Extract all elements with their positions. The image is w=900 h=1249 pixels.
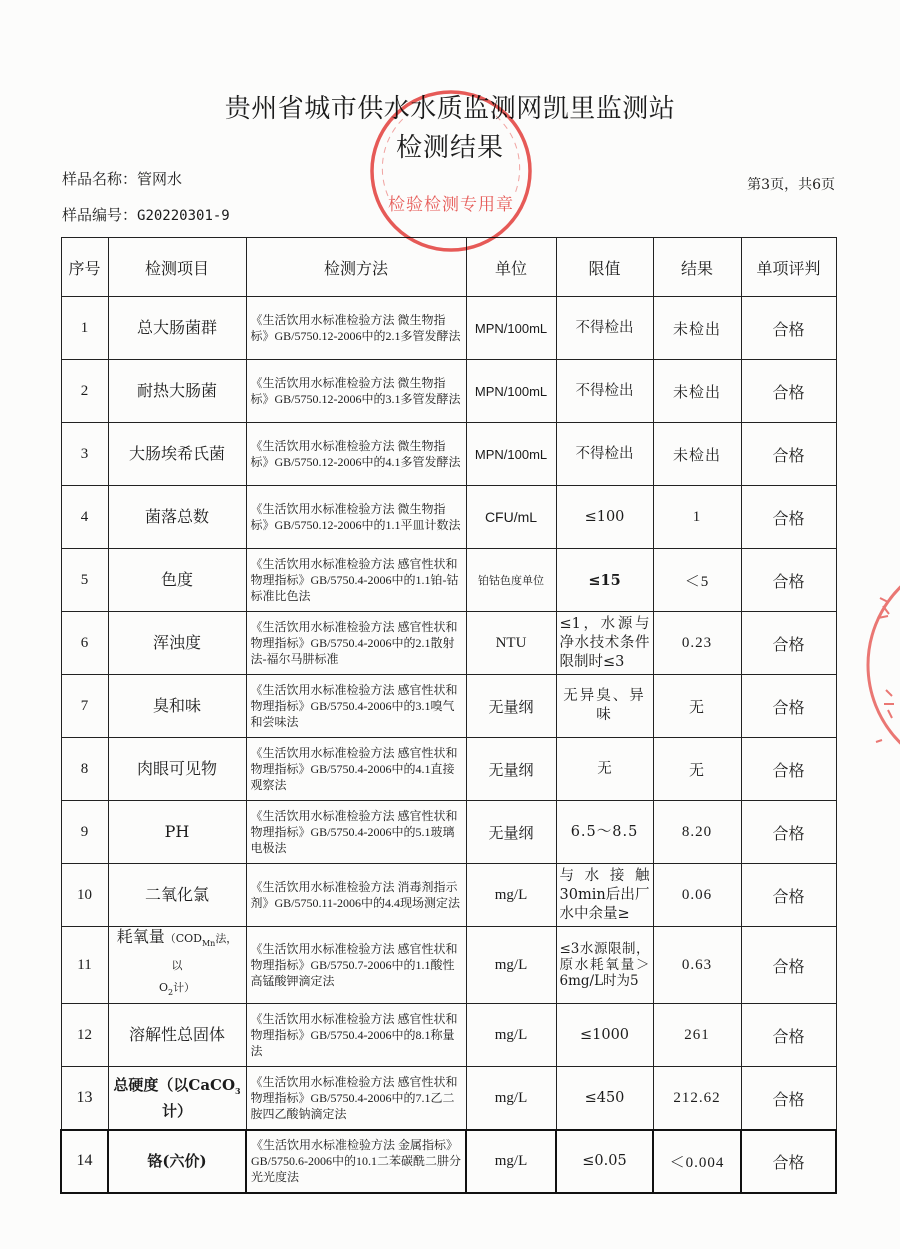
cell-method: 《生活饮用水标准检验方法 感官性状和物理指标》GB/5750.4-2006中的1.1铂-钴标准比色法 [246,549,466,612]
cell-item: 大肠埃希氏菌 [108,423,246,486]
cell-method: 《生活饮用水标准检验方法 消毒剂指示剂》GB/5750.11-2006中的4.4现场测定法 [246,864,466,927]
cell-method: 《生活饮用水标准检验方法 感官性状和物理指标》GB/5750.4-2006中的4.1直接观察法 [246,738,466,801]
cell-no: 3 [61,423,108,486]
cell-verdict: 合格 [741,1130,836,1193]
cell-method: 《生活饮用水标准检验方法 感官性状和物理指标》GB/5750.4-2006中的3.1嗅气和尝味法 [246,675,466,738]
sample-number-label: 样品编号： [62,206,138,224]
cell-result: 无 [653,738,741,801]
limit-text: ≤1，水源与净水技术条件限制时≤3 [559,615,650,670]
sample-name-label: 样品名称： [62,170,138,188]
col-header-result: 结果 [653,238,741,297]
item-name: 耗氧量 [116,927,165,946]
cell-result: 未检出 [653,360,741,423]
cell-method: 《生活饮用水标准检验方法 微生物指标》GB/5750.12-2006中的4.1多管发酵法 [246,423,466,486]
cell-unit: mg/L [466,927,556,1004]
table-row [61,738,836,801]
cell-item: 铬(六价) [108,1130,246,1193]
cell-method: 《生活饮用水标准检验方法 感官性状和物理指标》GB/5750.7-2006中的1.1酸性高锰酸钾滴定法 [246,927,466,1004]
cell-unit: mg/L [466,1067,556,1130]
cell-result: 未检出 [653,423,741,486]
item-subscript: 3 [235,1086,241,1097]
cell-limit: ≤1000 [556,1004,653,1067]
cell-method: 《生活饮用水标准检验方法 微生物指标》GB/5750.12-2006中的3.1多管发酵法 [246,360,466,423]
cell-result: 0.63 [653,927,741,1004]
col-header-method: 检测方法 [246,238,466,297]
cell-no: 12 [61,1004,108,1067]
cell-limit: 无异臭、异味 [556,675,653,738]
table-row [61,1067,836,1130]
item-subscript: Mn [201,939,216,949]
page-info: 第3页，共6页 [747,177,835,193]
report-title: 贵州省城市供水水质监测网凯里监测站 [224,94,676,124]
cell-result: 无 [653,675,741,738]
cell-method: 《生活饮用水标准检验方法 感官性状和物理指标》GB/5750.4-2006中的2.1散射法-福尔马肼标准 [246,612,466,675]
cell-method: 《生活饮用水标准检验方法 微生物指标》GB/5750.12-2006中的1.1平皿计数法 [246,486,466,549]
cell-verdict: 合格 [741,423,836,486]
cell-item: 溶解性总固体 [108,1004,246,1067]
cell-no: 6 [61,612,108,675]
cell-verdict: 合格 [741,801,836,864]
cell-unit: 无量纲 [466,801,556,864]
item-subscript: 2 [167,988,174,998]
cell-no: 14 [61,1130,108,1193]
limit-text: 与水接触30min后出厂水中余量≥ [559,867,650,922]
cell-no: 9 [61,801,108,864]
cell-method: 《生活饮用水标准检验方法 微生物指标》GB/5750.12-2006中的2.1多管发酵法 [246,297,466,360]
cell-unit: MPN/100mL [466,360,556,423]
cell-verdict: 合格 [741,549,836,612]
table-row [61,423,836,486]
cell-item [108,1067,246,1130]
cell-item: 臭和味 [108,675,246,738]
cell-unit: 无量纲 [466,675,556,738]
table-row [61,297,836,360]
report-subtitle: 检测结果 [395,133,504,163]
cell-unit: mg/L [466,1004,556,1067]
cell-no: 11 [61,927,108,1004]
col-header-unit: 单位 [466,238,556,297]
cell-method: 《生活饮用水标准检验方法 感官性状和物理指标》GB/5750.4-2006中的8.1称量法 [246,1004,466,1067]
cell-item: 耐热大肠菌 [108,360,246,423]
cell-unit: 铂钴色度单位 [466,549,556,612]
col-header-verdict: 单项评判 [741,238,836,297]
table-header-row [61,238,836,297]
cell-item: PH [108,801,246,864]
sample-name-value: 管网水 [137,170,183,188]
cell-item: 肉眼可见物 [108,738,246,801]
cell-no: 4 [61,486,108,549]
cell-result: 0.23 [653,612,741,675]
cell-result: 212.62 [653,1067,741,1130]
cell-item: 浑浊度 [108,612,246,675]
table-row [61,549,836,612]
cell-method: 《生活饮用水标准检验方法 感官性状和物理指标》GB/5750.4-2006中的7.1乙二胺四乙酸钠滴定法 [246,1067,466,1130]
cell-limit [556,927,653,1004]
cell-unit: 无量纲 [466,738,556,801]
col-header-no: 序号 [61,238,108,297]
cell-no: 8 [61,738,108,801]
cell-result: 8.20 [653,801,741,864]
cell-item: 二氧化氯 [108,864,246,927]
results-table [60,237,837,1194]
item-name-end: 计） [161,1102,192,1121]
item-note: （COD [164,932,202,945]
cell-limit: 无 [556,738,653,801]
sample-name [62,168,182,189]
cell-unit: MPN/100mL [466,297,556,360]
cell-verdict: 合格 [741,738,836,801]
cell-verdict: 合格 [741,864,836,927]
cell-item: 菌落总数 [108,486,246,549]
cell-verdict: 合格 [741,297,836,360]
cell-verdict: 合格 [741,675,836,738]
cell-result: ＜0.004 [653,1130,741,1193]
table-row [61,675,836,738]
cell-verdict: 合格 [741,1004,836,1067]
col-header-limit: 限值 [556,238,653,297]
cell-unit: NTU [466,612,556,675]
cell-no: 5 [61,549,108,612]
table-row [61,927,836,1004]
cell-limit: 不得检出 [556,423,653,486]
table-row [61,864,836,927]
cell-limit: ≤100 [556,486,653,549]
table-row [61,612,836,675]
cell-limit: ≤0.05 [556,1130,653,1193]
cell-result: 未检出 [653,297,741,360]
sample-number [62,204,230,225]
cell-limit: 不得检出 [556,360,653,423]
limit-text: ≤3水源限制，原水耗氧量＞6mg/L时为5 [559,941,650,990]
item-name: 总硬度（以CaCO [113,1076,236,1095]
cell-no: 2 [61,360,108,423]
cell-limit [556,864,653,927]
table-row [61,801,836,864]
table-row [61,1004,836,1067]
cell-unit: mg/L [466,864,556,927]
cell-result: 1 [653,486,741,549]
item-note: O [158,981,168,995]
item-note: 法，以 [171,932,238,973]
cell-no: 13 [61,1067,108,1130]
cell-limit: ≤450 [556,1067,653,1130]
cell-limit: 6.5～8.5 [556,801,653,864]
item-note: 计） [173,981,196,995]
cell-limit: ≤15 [556,549,653,612]
cell-result: ＜5 [653,549,741,612]
cell-verdict: 合格 [741,1067,836,1130]
cell-item: 色度 [108,549,246,612]
cell-unit: CFU/mL [466,486,556,549]
cell-result: 0.06 [653,864,741,927]
cell-verdict: 合格 [741,360,836,423]
cell-unit: mg/L [466,1130,556,1193]
col-header-item: 检测项目 [108,238,246,297]
seal-text: 检验检测专用章 [388,195,514,215]
table-row [61,360,836,423]
cell-verdict: 合格 [741,612,836,675]
table-row [61,486,836,549]
cell-no: 7 [61,675,108,738]
cell-verdict: 合格 [741,927,836,1004]
sample-number-value: G20220301-9 [137,208,230,224]
cell-item [108,927,246,1004]
cell-verdict: 合格 [741,486,836,549]
cell-no: 10 [61,864,108,927]
cell-method: 《生活饮用水标准检验方法 感官性状和物理指标》GB/5750.4-2006中的5.1玻璃电极法 [246,801,466,864]
partial-seal-stamp [850,560,900,770]
cell-unit: MPN/100mL [466,423,556,486]
cell-no: 1 [61,297,108,360]
cell-result: 261 [653,1004,741,1067]
cell-limit: 不得检出 [556,297,653,360]
cell-limit [556,612,653,675]
table-row [61,1130,836,1193]
cell-method: 《生活饮用水标准检验方法 金属指标》GB/5750.6-2006中的10.1二苯碳酰二肼分光光度法 [246,1130,466,1193]
cell-item: 总大肠菌群 [108,297,246,360]
